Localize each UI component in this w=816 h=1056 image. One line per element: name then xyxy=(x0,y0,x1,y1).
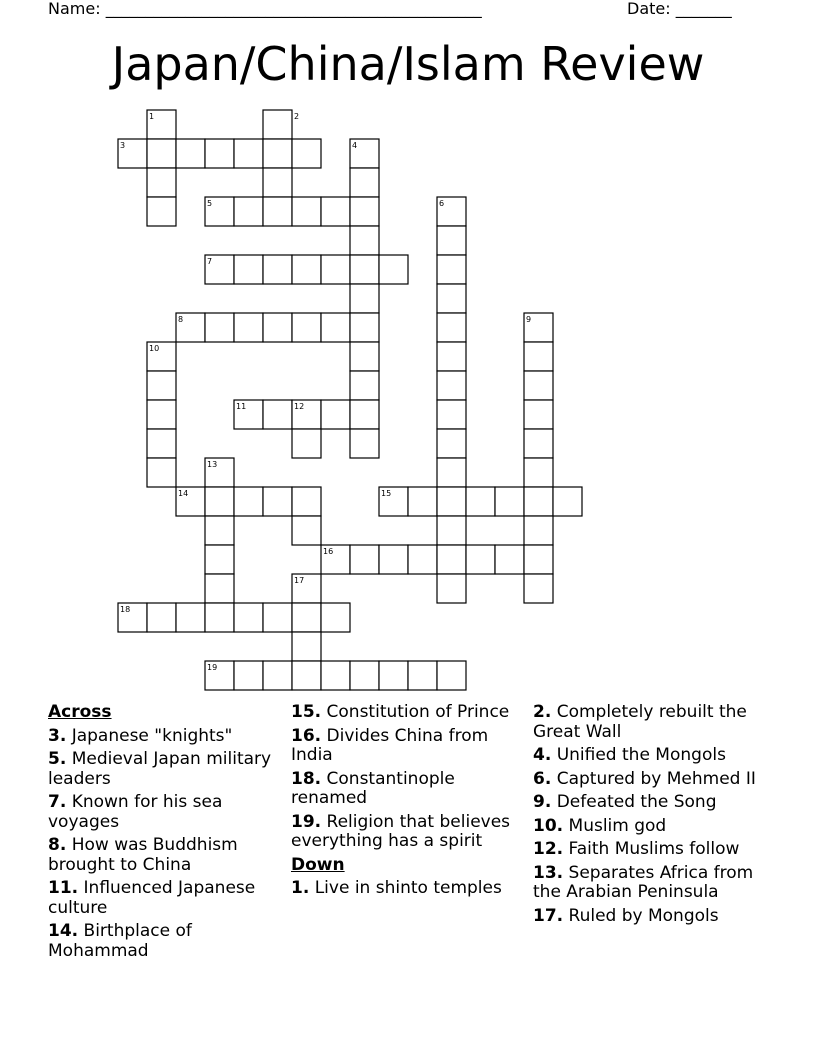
grid-cell[interactable] xyxy=(350,313,379,342)
grid-cell[interactable] xyxy=(205,574,234,603)
clue-text: Birthplace of Mohammad xyxy=(48,921,192,961)
cell-number: 18 xyxy=(120,605,131,614)
grid-cell[interactable] xyxy=(263,487,292,516)
clue-number: 18. xyxy=(291,768,322,789)
grid-cell[interactable] xyxy=(321,661,350,690)
grid-cell[interactable] xyxy=(205,603,234,632)
grid-cell[interactable] xyxy=(234,197,263,226)
cell-number: 19 xyxy=(207,663,218,672)
grid-cell[interactable] xyxy=(147,603,176,632)
clue-number: 19. xyxy=(291,811,322,832)
grid-cell[interactable] xyxy=(321,197,350,226)
clue-text: Known for his sea voyages xyxy=(48,792,223,832)
grid-cell[interactable] xyxy=(205,313,234,342)
cell-number: 6 xyxy=(439,199,445,208)
clue-item xyxy=(291,703,527,723)
grid-cell[interactable] xyxy=(234,487,263,516)
grid-cell[interactable] xyxy=(321,313,350,342)
grid-cell[interactable] xyxy=(234,661,263,690)
grid-cell[interactable] xyxy=(437,371,466,400)
grid-cell[interactable] xyxy=(205,545,234,574)
grid-cell[interactable] xyxy=(292,632,321,661)
clue-text: Religion that believes everything has a spirit xyxy=(291,811,511,851)
clue-list-col2-down xyxy=(291,879,527,899)
clue-number: 9. xyxy=(533,792,552,812)
grid-cell[interactable] xyxy=(437,487,466,516)
clues-column-1 xyxy=(48,703,284,965)
grid-cell[interactable] xyxy=(553,487,582,516)
grid-cell[interactable] xyxy=(524,458,553,487)
cell-number: 9 xyxy=(526,315,532,324)
grid-cell[interactable] xyxy=(350,429,379,458)
clue-number: 6. xyxy=(533,768,552,789)
grid-cell[interactable] xyxy=(147,400,176,429)
clue-text: Constitution of Prince xyxy=(321,702,510,722)
clue-number: 12. xyxy=(533,839,564,859)
cell-number: 1 xyxy=(149,112,155,121)
clue-text: Medieval Japan military leaders xyxy=(48,749,272,789)
clue-number: 1. xyxy=(291,878,310,898)
grid-cell[interactable] xyxy=(292,197,321,226)
grid-cell[interactable] xyxy=(263,603,292,632)
grid-cell[interactable] xyxy=(437,342,466,371)
cell-number: 2 xyxy=(294,112,300,121)
grid-cell[interactable] xyxy=(147,371,176,400)
grid-cell[interactable] xyxy=(292,661,321,690)
grid-cell[interactable] xyxy=(147,139,176,168)
cell-number: 17 xyxy=(294,576,305,585)
name-label: Name: xyxy=(48,0,106,18)
cell-number: 14 xyxy=(178,489,189,498)
grid-cell[interactable] xyxy=(437,226,466,255)
grid-cell[interactable] xyxy=(292,516,321,545)
grid-cell[interactable] xyxy=(524,371,553,400)
grid-cell[interactable] xyxy=(292,603,321,632)
grid-cell[interactable] xyxy=(263,400,292,429)
grid-cell[interactable] xyxy=(350,371,379,400)
grid-cell[interactable] xyxy=(524,545,553,574)
grid-cell[interactable] xyxy=(437,255,466,284)
clue-text: Japanese "knights" xyxy=(66,725,233,746)
clue-item xyxy=(48,750,284,789)
grid-cell[interactable] xyxy=(234,313,263,342)
clue-list-col3 xyxy=(533,703,769,926)
grid-cell[interactable] xyxy=(350,255,379,284)
clue-number: 15. xyxy=(291,702,322,722)
cell-number: 15 xyxy=(381,489,392,498)
grid-cell[interactable] xyxy=(147,458,176,487)
grid-cell[interactable] xyxy=(350,226,379,255)
clue-number: 16. xyxy=(291,725,322,746)
clue-number: 3. xyxy=(48,725,67,746)
clue-item xyxy=(291,770,527,809)
across-heading: Across xyxy=(48,702,112,722)
grid-cell[interactable] xyxy=(292,255,321,284)
grid-cell[interactable] xyxy=(205,139,234,168)
clue-number: 4. xyxy=(533,745,552,765)
grid-cell[interactable] xyxy=(321,603,350,632)
cell-number: 12 xyxy=(294,402,305,411)
grid-cell[interactable] xyxy=(176,139,205,168)
grid-cell[interactable] xyxy=(205,516,234,545)
grid-cell[interactable] xyxy=(263,110,292,139)
grid-cell[interactable] xyxy=(408,545,437,574)
cell-number: 3 xyxy=(120,141,126,150)
grid-cell[interactable] xyxy=(466,545,495,574)
grid-cell[interactable] xyxy=(263,661,292,690)
clue-item xyxy=(48,793,284,832)
grid-cell[interactable] xyxy=(292,313,321,342)
cell-number: 8 xyxy=(178,315,184,324)
clue-list-col2-across xyxy=(291,703,527,852)
grid-cell[interactable] xyxy=(176,603,205,632)
grid-cell[interactable] xyxy=(437,400,466,429)
grid-cell[interactable] xyxy=(263,255,292,284)
name-blank[interactable]: _______________________________________________ xyxy=(105,0,482,18)
page-title: Japan/China/Islam Review xyxy=(111,37,705,91)
clue-number: 8. xyxy=(48,835,67,855)
date-blank[interactable]: _______ xyxy=(675,0,732,18)
clue-item xyxy=(48,922,284,961)
clue-item xyxy=(48,879,284,918)
grid-cell[interactable] xyxy=(321,255,350,284)
grid-cell[interactable] xyxy=(437,516,466,545)
grid-cell[interactable] xyxy=(234,255,263,284)
clue-text: Completely rebuilt the Great Wall xyxy=(533,702,747,742)
clue-number: 13. xyxy=(533,862,564,883)
date-label: Date: xyxy=(627,0,676,18)
grid-cell[interactable] xyxy=(350,197,379,226)
grid-cell[interactable] xyxy=(408,487,437,516)
grid-cell[interactable] xyxy=(350,168,379,197)
clue-item xyxy=(533,793,769,813)
grid-cell[interactable] xyxy=(263,139,292,168)
grid-cell[interactable] xyxy=(350,661,379,690)
grid-cell[interactable] xyxy=(234,139,263,168)
grid-cell[interactable] xyxy=(147,429,176,458)
clue-text: Divides China from India xyxy=(291,725,489,765)
grid-cell[interactable] xyxy=(350,400,379,429)
clue-text: Constantinople renamed xyxy=(291,768,455,808)
clue-item xyxy=(291,879,527,899)
grid-cell[interactable] xyxy=(321,400,350,429)
clue-text: How was Buddhism brought to China xyxy=(48,835,238,875)
cell-number: 16 xyxy=(323,547,334,556)
cell-number: 10 xyxy=(149,344,160,353)
clue-text: Ruled by Mongols xyxy=(563,905,719,926)
grid-cell[interactable] xyxy=(524,574,553,603)
grid-cell[interactable] xyxy=(147,197,176,226)
grid-cell[interactable] xyxy=(495,545,524,574)
cell-number: 7 xyxy=(207,257,213,266)
grid-cell[interactable] xyxy=(205,487,234,516)
grid-cell[interactable] xyxy=(147,168,176,197)
clue-item xyxy=(533,770,769,790)
grid-cell[interactable] xyxy=(466,487,495,516)
clue-text: Defeated the Song xyxy=(551,792,717,812)
clue-list-col1 xyxy=(48,727,284,962)
grid-cell[interactable] xyxy=(263,197,292,226)
cell-number: 13 xyxy=(207,460,218,469)
grid-cell[interactable] xyxy=(437,574,466,603)
grid-cell[interactable] xyxy=(263,168,292,197)
clues-column-3 xyxy=(533,703,769,930)
cell-number: 11 xyxy=(236,402,247,411)
clue-item xyxy=(533,746,769,766)
grid-cell[interactable] xyxy=(350,545,379,574)
clue-number: 7. xyxy=(48,792,67,812)
grid-cell[interactable] xyxy=(379,661,408,690)
clue-text: Unified the Mongols xyxy=(551,745,726,765)
clue-text: Muslim god xyxy=(563,815,667,836)
clue-number: 17. xyxy=(533,905,564,926)
grid-cell[interactable] xyxy=(379,255,408,284)
grid-cell[interactable] xyxy=(408,661,437,690)
grid-cell[interactable] xyxy=(437,429,466,458)
grid-cell[interactable] xyxy=(292,487,321,516)
clue-number: 11. xyxy=(48,878,79,898)
grid-cell[interactable] xyxy=(350,342,379,371)
grid-cell[interactable] xyxy=(524,487,553,516)
clue-text: Influenced Japanese culture xyxy=(48,878,256,918)
clues-column-2 xyxy=(291,703,527,903)
clue-item xyxy=(48,836,284,875)
clue-number: 10. xyxy=(533,815,564,836)
clue-number: 14. xyxy=(48,921,79,941)
grid-cell[interactable] xyxy=(437,284,466,313)
clue-item xyxy=(291,727,527,766)
grid-cell[interactable] xyxy=(263,313,292,342)
clue-text: Separates Africa from the Arabian Peninsula xyxy=(533,862,754,902)
clue-number: 2. xyxy=(533,702,552,722)
grid-cell[interactable] xyxy=(234,603,263,632)
grid-cell[interactable] xyxy=(437,661,466,690)
clue-item xyxy=(533,817,769,837)
cell-number: 5 xyxy=(207,199,213,208)
grid-cell[interactable] xyxy=(437,313,466,342)
clue-item xyxy=(48,727,284,747)
clue-item xyxy=(533,703,769,742)
grid-cell[interactable] xyxy=(292,429,321,458)
grid-cell[interactable] xyxy=(524,516,553,545)
clue-text: Captured by Mehmed II xyxy=(551,768,756,789)
grid-cell[interactable] xyxy=(437,545,466,574)
clue-item xyxy=(533,907,769,927)
clue-item xyxy=(533,840,769,860)
grid-cell[interactable] xyxy=(292,139,321,168)
clue-text: Live in shinto temples xyxy=(309,878,502,898)
grid-cell[interactable] xyxy=(524,342,553,371)
grid-cell[interactable] xyxy=(350,284,379,313)
grid-cell[interactable] xyxy=(495,487,524,516)
clue-number: 5. xyxy=(48,749,67,769)
clue-item xyxy=(291,813,527,852)
down-heading: Down xyxy=(291,854,345,875)
clue-text: Faith Muslims follow xyxy=(563,839,740,859)
grid-cell[interactable] xyxy=(437,458,466,487)
grid-cell[interactable] xyxy=(524,400,553,429)
cell-number: 4 xyxy=(352,141,358,150)
grid-cell[interactable] xyxy=(524,429,553,458)
clue-item xyxy=(533,864,769,903)
grid-cell[interactable] xyxy=(379,545,408,574)
